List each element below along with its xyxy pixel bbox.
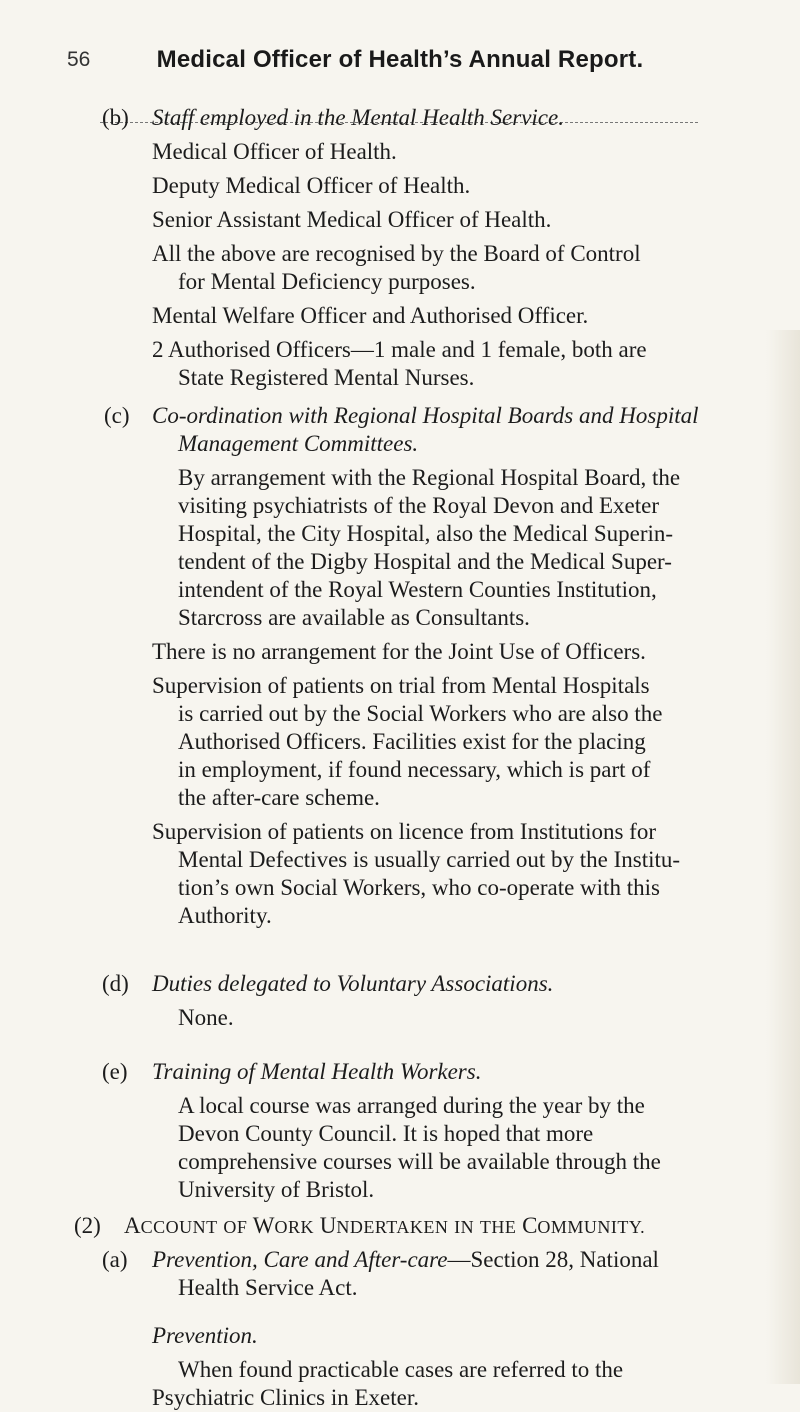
section-2-heading <box>124 1212 645 1241</box>
section-c-line: Authority. <box>178 903 272 928</box>
section-c-line: Authorised Officers. Facilities exist for the placing <box>178 729 646 754</box>
section-c-line: visiting psychiatrists of the Royal Devon and Exeter <box>178 493 659 518</box>
section-c-line: in employment, if found necessary, which is part of <box>178 757 651 782</box>
page-edge-shadow <box>766 330 800 1384</box>
heading-word: OF <box>223 1217 248 1237</box>
section-d-label: (d) <box>102 971 129 996</box>
section-2a-heading: Prevention, Care and After-care—Section 28, National <box>152 1247 659 1272</box>
section-b-line: State Registered Mental Nurses. <box>178 365 475 390</box>
section-b-line: Medical Officer of Health. <box>152 139 397 164</box>
section-c-line: tion’s own Social Workers, who co-operate with this <box>178 875 660 900</box>
prevention-line: When found practicable cases are referred to the <box>178 1357 624 1382</box>
page-number: 56 <box>67 48 91 71</box>
section-c-line: There is no arrangement for the Joint Use of Officers. <box>152 639 646 664</box>
page-header <box>0 48 800 88</box>
section-b-line: Mental Welfare Officer and Authorised Officer. <box>152 303 589 328</box>
section-2-label: (2) <box>74 1213 101 1238</box>
section-c-line: Starcross are available as Consultants. <box>178 605 530 630</box>
section-e-heading: Training of Mental Health Workers. <box>152 1059 482 1084</box>
heading-word: COMMUNITY. <box>522 1213 646 1238</box>
heading-word: UNDERTAKEN <box>319 1213 449 1238</box>
running-title: Medical Officer of Health’s Annual Report. <box>156 46 644 73</box>
section-c-label: (c) <box>104 403 130 428</box>
section-b-line: 2 Authorised Officers—1 male and 1 female, both are <box>152 337 647 362</box>
section-c-line: Supervision of patients on trial from Mental Hospitals <box>152 673 650 698</box>
section-b-line: All the above are recognised by the Board of Control <box>152 241 641 266</box>
section-2a-label: (a) <box>102 1247 128 1272</box>
section-c-line: tendent of the Digby Hospital and the Medical Super- <box>178 549 672 574</box>
section-b-label: (b) <box>102 105 129 130</box>
section-c-line: Supervision of patients on licence from Institutions for <box>152 819 656 844</box>
section-d-body: None. <box>178 1005 234 1030</box>
heading-word: ACCOUNT <box>124 1213 218 1238</box>
prevention-line: Psychiatric Clinics in Exeter. <box>152 1385 420 1410</box>
section-b-line: Senior Assistant Medical Officer of Health. <box>152 207 552 232</box>
section-2a-line: Health Service Act. <box>178 1275 358 1300</box>
section-c-line: intendent of the Royal Western Counties Institution, <box>178 577 657 602</box>
section-d-heading: Duties delegated to Voluntary Associations. <box>152 971 554 996</box>
section-c-line: By arrangement with the Regional Hospital Board, the <box>178 465 681 490</box>
section-c-heading: Management Committees. <box>178 431 419 456</box>
section-b-line: Deputy Medical Officer of Health. <box>152 173 471 198</box>
section-b-heading: Staff employed in the Mental Health Service. <box>152 105 564 130</box>
section-b-line: for Mental Deficiency purposes. <box>178 269 476 294</box>
section-e-line: comprehensive courses will be available through the <box>178 1149 661 1174</box>
section-e-line: University of Bristol. <box>178 1177 375 1202</box>
section-e-line: A local course was arranged during the year by the <box>178 1093 645 1118</box>
section-c-heading: Co-ordination with Regional Hospital Boards and Hospital <box>152 403 699 428</box>
prevention-heading: Prevention. <box>152 1323 258 1348</box>
section-c-line: the after-care scheme. <box>178 785 380 810</box>
section-c-line: is carried out by the Social Workers who are also the <box>178 701 663 726</box>
section-e-line: Devon County Council. It is hoped that more <box>178 1121 594 1146</box>
heading-word: IN <box>454 1217 475 1237</box>
heading-word: THE <box>479 1217 517 1237</box>
heading-word: WORK <box>252 1213 314 1238</box>
section-c-line: Mental Defectives is usually carried out by the Institu- <box>178 847 681 872</box>
section-c-line: Hospital, the City Hospital, also the Medical Superin- <box>178 521 674 546</box>
section-e-label: (e) <box>102 1059 128 1084</box>
